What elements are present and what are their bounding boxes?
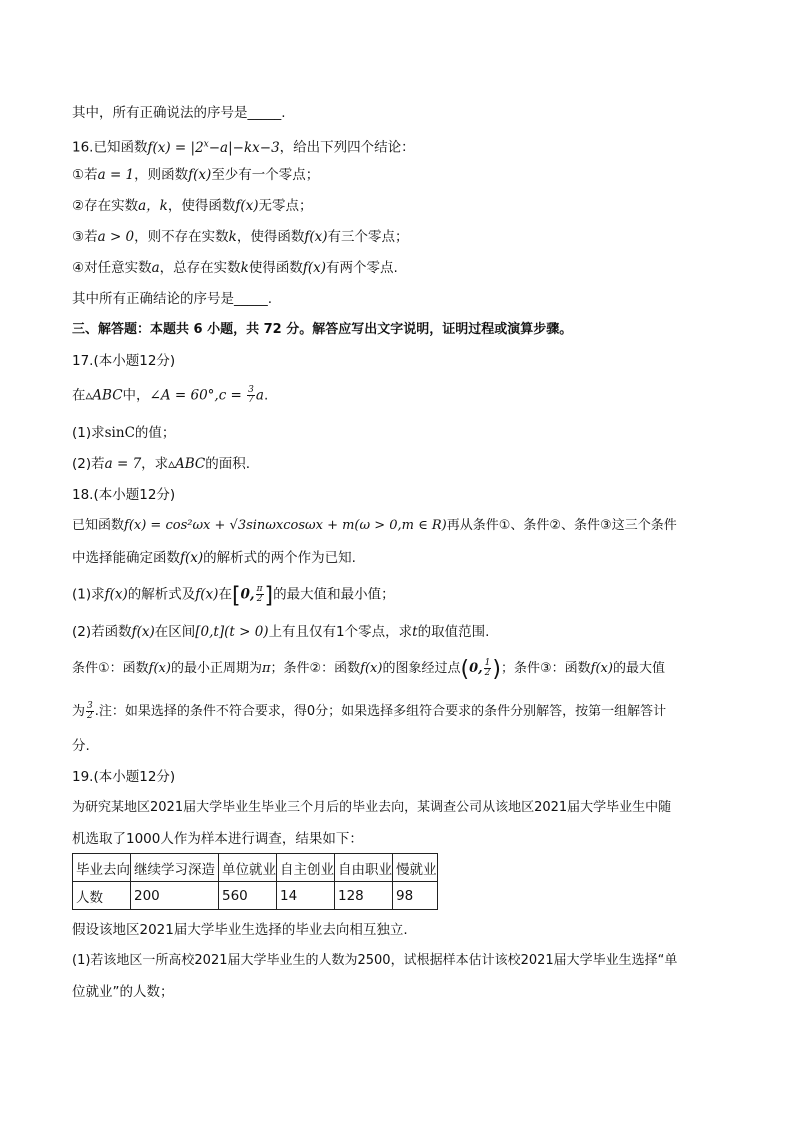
- table-cell: 人数: [73, 882, 131, 910]
- q19-heading: 19.(本小题12分): [72, 769, 176, 785]
- q16-function: $f(x) = |2^x-a|-kx-3$: [147, 139, 280, 156]
- q16-conclusion-3: ③若a > 0，则不存在实数k，使得函数f(x)有三个零点；: [72, 229, 409, 245]
- fraction: $\frac{\pi}{2}$: [256, 584, 263, 604]
- table-cell: 98: [393, 882, 438, 910]
- q16-conclusion-1: ①若a = 1，则函数f(x)至少有一个零点；: [72, 167, 320, 183]
- q18-heading: 18.(本小题12分): [72, 487, 176, 503]
- q17-stem: 在▵ABC中，∠A = 60°,c = $\frac{3}{7}$ a.: [72, 385, 269, 405]
- q16-answer-line: 其中所有正确结论的序号是_____.: [72, 291, 273, 307]
- q18-part-2: (2)若函数f(x)在区间[0,t](t > 0)上有且仅有1个零点，求t的取值范围.: [72, 624, 490, 640]
- table-header-row: [73, 854, 438, 882]
- table-cell: 继续学习深造: [131, 854, 219, 882]
- q19-part-1: (1)若该地区一所高校2021届大学毕业生的人数为2500，试根据样本估计该校2021届大学毕业生选择“单: [72, 953, 678, 968]
- q19-part-1-end: 位就业”的人数；: [72, 984, 174, 1000]
- table-cell: 毕业去向: [73, 854, 131, 882]
- q16-stem: [72, 135, 734, 157]
- q18-part-1: (1)求f(x)的解析式及f(x)在[0, $\frac{\pi}{2}$ ]的最大值和最小值；: [72, 583, 395, 609]
- q16-conclusion-4: ④对任意实数a，总存在实数k使得函数f(x)有两个零点.: [72, 260, 398, 276]
- table-cell: 单位就业: [219, 854, 277, 882]
- q17-part-1: (1)求sinC的值；: [72, 425, 176, 441]
- table-cell: 自由职业: [335, 854, 393, 882]
- q19-stem: 为研究某地区2021届大学毕业生毕业三个月后的毕业去向，某调查公司从该地区2021届大学毕业生中随: [72, 800, 672, 815]
- table-cell: 128: [335, 882, 393, 910]
- q18-note: 为 $\frac{3}{2}$ .注：如果选择的条件不符合要求，得0分；如果选择多组符合要求的条件分别解答，按第一组解答计: [72, 701, 667, 721]
- section-3-heading: 三、解答题：本题共 6 小题，共 72 分。解答应写出文字说明，证明过程或演算步骤。: [72, 322, 573, 337]
- q17-part-2: (2)若a = 7，求▵ABC的面积.: [72, 456, 250, 472]
- q18-stem-2: 中选择能确定函数f(x)的解析式的两个作为已知.: [72, 550, 356, 566]
- table-cell: 自主创业: [277, 854, 335, 882]
- q18-note-end: 分.: [72, 738, 90, 754]
- table-row: [73, 882, 438, 910]
- q16-text-2: ，给出下列四个结论：: [279, 139, 415, 156]
- q19-stem-2: 机选取了1000人作为样本进行调查，结果如下：: [72, 831, 363, 847]
- fraction: $\frac{3}{2}$: [87, 701, 93, 721]
- table-cell: 200: [131, 882, 219, 910]
- q18-stem: 已知函数f(x) = cos²ωx + √3sinωxcosωx + m(ω > 0,m ∈ R)再从条件①、条件②、条件③这三个条件: [72, 518, 677, 533]
- fraction: $\frac{3}{7}$: [248, 385, 254, 405]
- table-cell: 560: [219, 882, 277, 910]
- q17-heading: 17.(本小题12分): [72, 353, 176, 369]
- q19-assumption: 假设该地区2021届大学毕业生选择的毕业去向相互独立.: [72, 922, 408, 938]
- survey-table: [72, 853, 438, 910]
- q15-answer-line: 其中，所有正确说法的序号是_____.: [72, 105, 286, 121]
- table-cell: 慢就业: [393, 854, 438, 882]
- fraction: $\frac{1}{2}$: [484, 658, 491, 678]
- q16-text: 16.已知函数: [72, 139, 148, 156]
- q18-conditions: 条件①：函数f(x)的最小正周期为π；条件②：函数f(x)的图象经过点(0, $\frac{1}{2}$ )；条件③：函数f(x)的最大值: [72, 657, 665, 682]
- table-cell: 14: [277, 882, 335, 910]
- q16-conclusion-2: ②存在实数a，k，使得函数f(x)无零点；: [72, 198, 313, 214]
